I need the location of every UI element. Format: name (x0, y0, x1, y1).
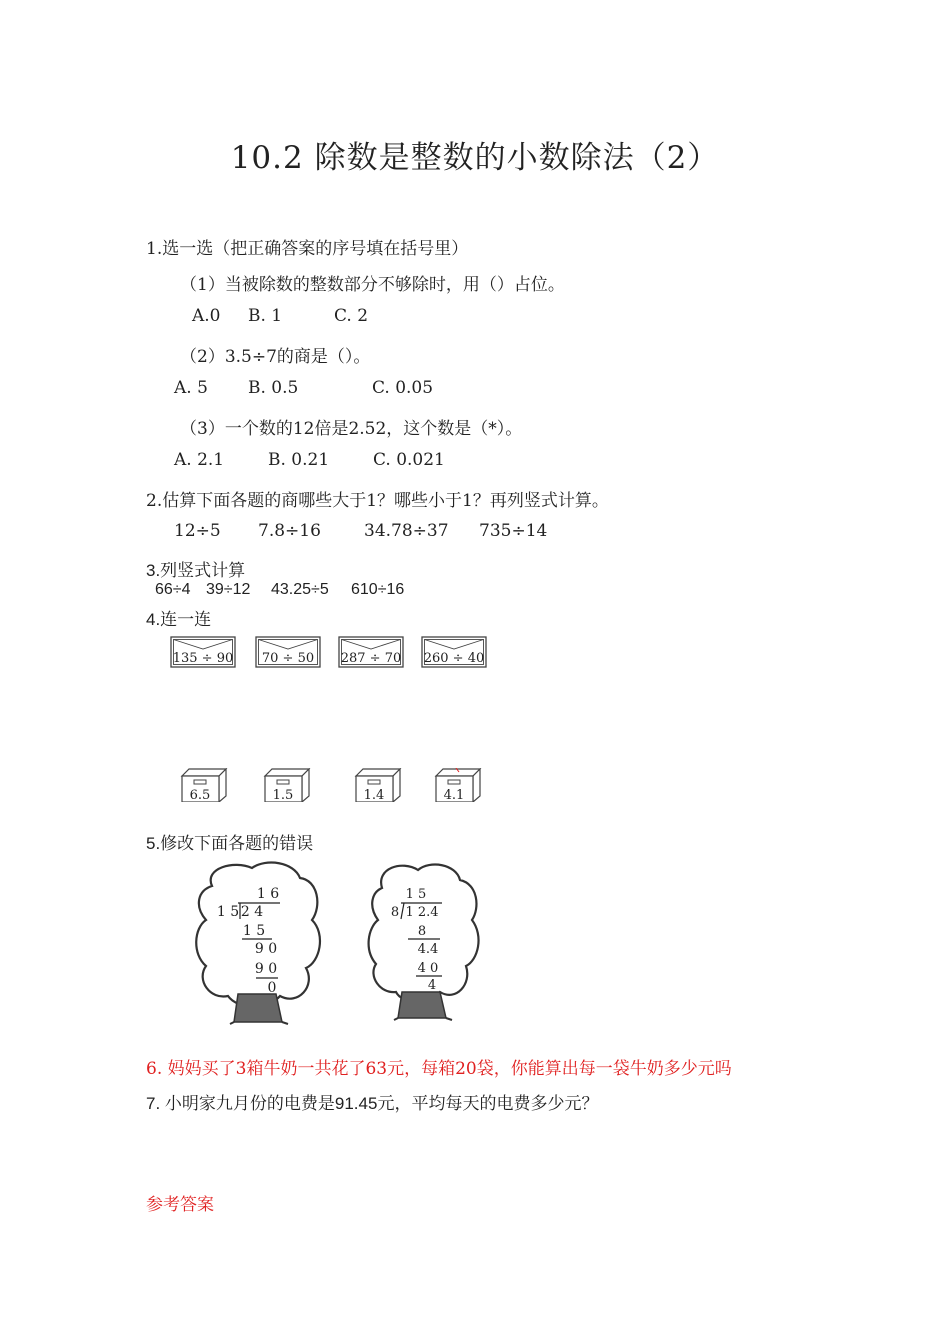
mailbox-label: 4.1 (443, 788, 465, 802)
step: 9 0 (254, 961, 278, 977)
step: 9 0 (254, 941, 278, 957)
problem: 735÷14 (479, 521, 548, 541)
mailbox-card (263, 768, 311, 802)
option: C. 0.021 (373, 450, 445, 470)
divisor: 1 5 (216, 904, 240, 920)
envelope-card (170, 636, 236, 668)
option: B. 1 (248, 306, 283, 326)
problem: 12÷5 (174, 521, 221, 541)
q4-heading: 4.连一连 (146, 610, 212, 629)
envelope-card (338, 636, 404, 668)
step: 1 5 (242, 923, 266, 939)
envelope-label: 70 ÷ 50 (261, 651, 315, 666)
option: A.0 (192, 306, 221, 326)
q1-item-1-stem: （1）当被除数的整数部分不够除时，用（）占位。 (180, 275, 565, 295)
quotient: 1 6 (256, 886, 280, 902)
mailbox-card (354, 768, 402, 802)
mailbox-label: 6.5 (189, 788, 211, 802)
q3-problems (155, 581, 404, 599)
problem: 7.8÷16 (258, 521, 321, 541)
answer-label: 参考答案 (146, 1195, 214, 1215)
step: 4 0 (417, 961, 439, 976)
problem: 39÷12 (206, 581, 251, 598)
dividend: 2 4 (240, 904, 264, 920)
q1-item-3-options (174, 450, 445, 470)
mailbox-label: 1.4 (363, 788, 385, 802)
q1-heading: 1.选一选（把正确答案的序号填在括号里） (146, 239, 469, 259)
q3-heading: 3.列竖式计算 (146, 561, 246, 580)
option: A. 2.1 (174, 450, 225, 470)
option: C. 0.05 (372, 378, 434, 398)
q2-problems (174, 521, 547, 541)
step: 4 (427, 978, 437, 993)
q1-item-3-stem: （3）一个数的12倍是2.52，这个数是（*）。 (180, 419, 523, 439)
option: B. 0.5 (248, 378, 299, 398)
option: A. 5 (174, 378, 208, 398)
step: 4.4 (417, 942, 439, 957)
q1-item-2-stem: （2）3.5÷7的商是（）。 (180, 347, 371, 367)
problem: 43.25÷5 (271, 581, 329, 598)
envelope-label: 287 ÷ 70 (340, 651, 402, 666)
dividend: 1 2.4 (405, 905, 439, 920)
q1-item-2-options (174, 378, 433, 398)
envelope-card (421, 636, 487, 668)
q7-text: 7. 小明家九月份的电费是91.45元，平均每天的电费多少元？ (146, 1094, 599, 1113)
divisor: 8 (390, 905, 400, 920)
envelope-label: 260 ÷ 40 (423, 651, 485, 666)
step: 0 (267, 980, 277, 996)
page-title: 10.2 除数是整数的小数除法（2） (230, 140, 720, 176)
option: C. 2 (334, 306, 369, 326)
envelope-card (255, 636, 321, 668)
problem: 66÷4 (155, 581, 191, 598)
mailbox-label: 1.5 (272, 788, 294, 802)
problem: 610÷16 (351, 581, 405, 598)
quotient: 1 5 (405, 887, 427, 902)
tree-long-division-1 (194, 858, 326, 1028)
q5-heading: 5.修改下面各题的错误 (146, 834, 314, 853)
mailbox-card (180, 768, 228, 802)
problem: 34.78÷37 (364, 521, 449, 541)
option: B. 0.21 (268, 450, 330, 470)
q1-item-1-options (192, 306, 368, 326)
q2-heading: 2.估算下面各题的商哪些大于1？哪些小于1？再列竖式计算。 (146, 491, 609, 511)
step: 8 (417, 924, 427, 939)
envelope-label: 135 ÷ 90 (172, 651, 234, 666)
mailbox-card (434, 768, 482, 802)
tree-long-division-2 (366, 858, 484, 1024)
q6-text: 6. 妈妈买了3箱牛奶一共花了63元，每箱20袋，你能算出每一袋牛奶多少元吗 (146, 1059, 732, 1079)
